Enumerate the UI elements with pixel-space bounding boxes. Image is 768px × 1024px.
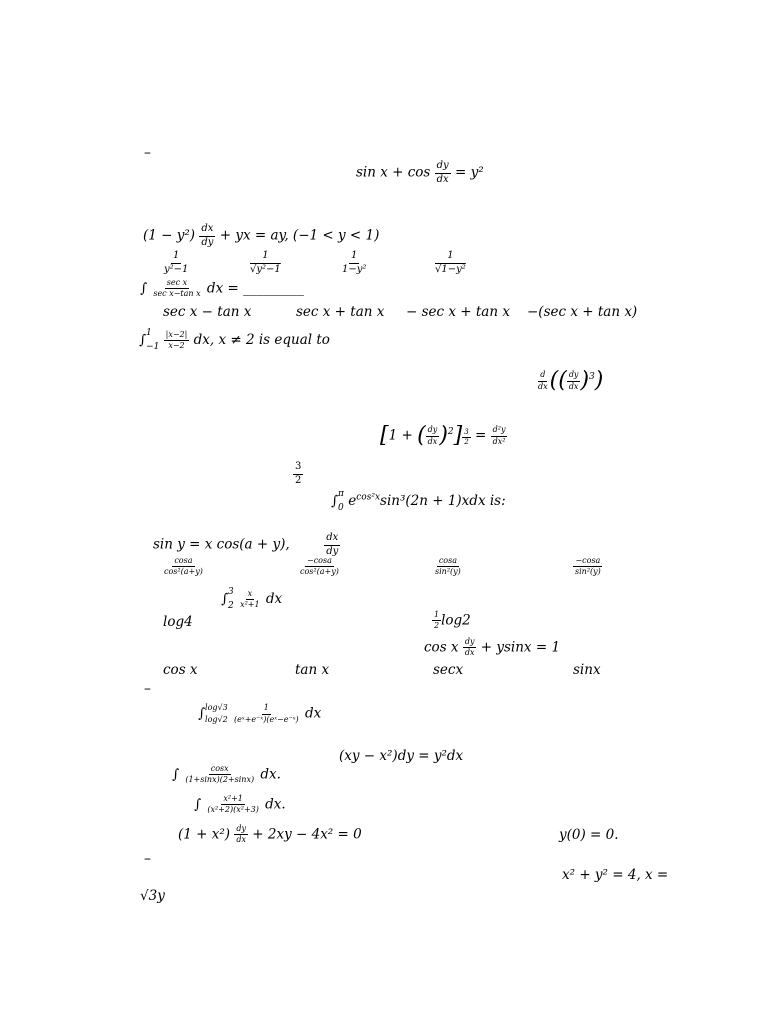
equation-10: ∫ 3 2 $\frac{x}{\text{x²+1}}$ dx — [221, 587, 283, 611]
option-2a: sec x − tan x — [163, 304, 252, 320]
option-4b: $\frac{1}{2}$ log2 — [434, 610, 471, 631]
option-5c: secx — [433, 662, 464, 678]
equation-2: (1 − y²) $\frac{dx}{dy}$ + yx = ay, (−1 < y < 1) — [143, 223, 380, 248]
option-3c: $\frac{\cos a}{\text{sin²(y)}}$ — [435, 556, 461, 577]
equation-8: ∫ π 0 $e^{cos^2x}\sin^3(2n + 1)xdx$ is: — [331, 489, 506, 513]
option-1b: $\frac{1}{\text{√y²−1}}$ — [250, 250, 281, 275]
equation-13: (xy − x²)dy = y²dx — [339, 748, 464, 764]
fraction-three-halves: $\frac{3}{2}$ — [295, 461, 302, 486]
equation-12: ∫ log√3 log√2 $\frac{1}{\text{(eˣ+e⁻ˣ)(eˣ−e⁻ˣ)}}$ dx — [198, 703, 322, 724]
option-5b: tan x — [295, 662, 330, 678]
option-3a: $\frac{\cos a}{\text{cos²(a+y)}}$ — [164, 556, 203, 577]
initial-condition: y(0) = 0. — [559, 827, 619, 843]
equation-6: [1 + ( $\frac{dy}{dx}$ )$^2$] $\frac{3}{2}$ = $\frac{\text{d²y}}{\text{dx²}}$ — [380, 423, 506, 448]
equation-16: (1 + x²) $\frac{dy}{dx}$ + 2xy − 4x² = 0 — [178, 824, 362, 845]
option-5d: sinx — [573, 662, 601, 678]
option-3d: $\frac{-\cos a}{\text{sin²(y)}}$ — [575, 556, 601, 577]
option-2b: sec x + tan x — [296, 304, 385, 320]
option-1c: $\frac{1}{\text{1−y²}}$ — [342, 250, 367, 275]
equation-9: sin y = x cos(a + y), $\frac{dx}{dy}$ — [153, 532, 339, 557]
equation-18: √3y — [140, 888, 165, 904]
equation-17: x² + y² = 4, x = — [562, 867, 669, 883]
equation-4: ∫ 1 −1 $\frac{|x-2|}{x-2}$ dx, x ≠ 2 is equal to — [139, 328, 330, 353]
dash-1: – — [144, 145, 151, 161]
equation-5: $\frac{d}{dx}$ (( $\frac{dy}{dx}$ )$^3$) — [538, 368, 604, 393]
equation-1: sin x + cos $\frac{dy}{dx}$ = y² — [356, 160, 484, 185]
option-1d: $\frac{1}{\text{√1−y²}}$ — [435, 250, 466, 275]
option-1a: $\frac{1}{\text{y²−1}}$ — [164, 250, 189, 275]
option-2d: −(sec x + tan x) — [527, 304, 638, 320]
dash-3: – — [144, 851, 151, 867]
option-3b: $\frac{-\cos a}{\text{cos²(a+y)}}$ — [300, 556, 339, 577]
equation-15: ∫ $\frac{\text{x²+1}}{\text{(x²+2)(x²+3)}}$ dx. — [194, 794, 286, 815]
option-4a: log4 — [163, 614, 193, 630]
equation-14: ∫ $\frac{\cos x}{(1+\sin x)(2+\sin x)}$ dx. — [172, 764, 281, 785]
option-2c: − sec x + tan x — [406, 304, 510, 320]
equation-11: cos x $\frac{dy}{dx}$ + ysinx = 1 — [424, 637, 561, 658]
option-5a: cos x — [163, 662, 198, 678]
dash-2: – — [144, 681, 151, 697]
equation-3: ∫ $\frac{\text{sec x}}{\text{sec x−tan x}}$ dx = _________ — [140, 278, 304, 299]
